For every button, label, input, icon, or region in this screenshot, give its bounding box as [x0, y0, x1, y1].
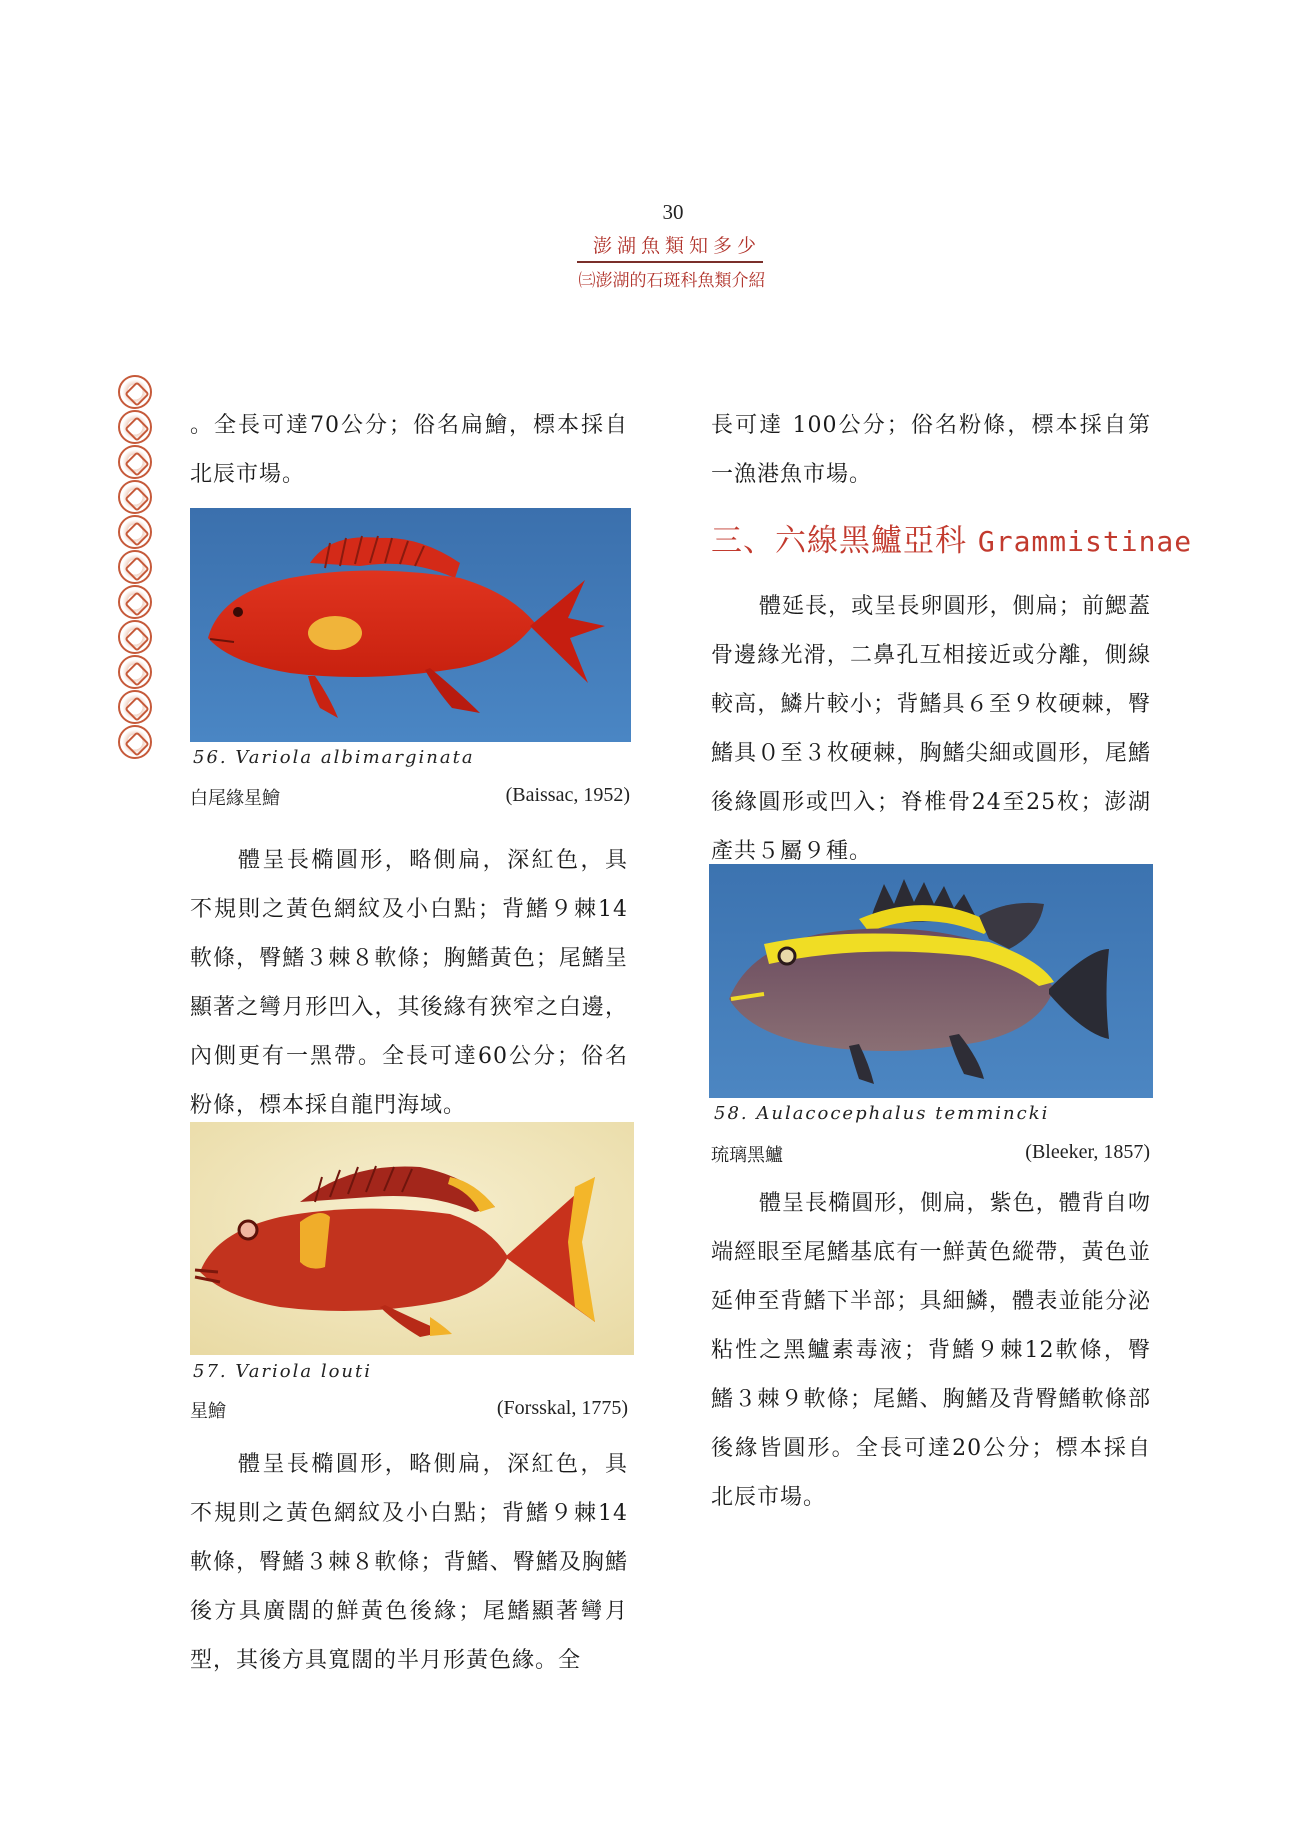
section-heading-latin: Grammistinae	[977, 525, 1193, 558]
seal-ornament-icon	[118, 585, 152, 619]
right-intro	[711, 401, 1151, 499]
seal-ornament-icon	[118, 550, 152, 584]
left-intro	[190, 401, 628, 499]
left-intro-paragraph: 。全長可達70公分；俗名扁鱠，標本採自北辰市場。	[190, 413, 628, 487]
seal-ornament-icon	[118, 515, 152, 549]
seal-ornament-icon	[118, 480, 152, 514]
chapter-title: ㈢澎湖的石斑科魚類介紹	[578, 271, 766, 291]
section-heading-cn: 三、六線黑鱸亞科	[711, 523, 967, 559]
seal-ornament-icon	[118, 410, 152, 444]
seal-ornament-icon	[118, 690, 152, 724]
section-description: 體延長，或呈長卵圓形，側扁；前鰓蓋骨邊緣光滑，二鼻孔互相接近或分離，側線較高，鱗片較小；背鰭具６至９枚硬棘，臀鰭具０至３枚硬棘，胸鰭尖細或圓形，尾鰭後緣圓形或凹入；脊椎骨24至25枚；澎湖產共５屬９種。	[711, 594, 1151, 864]
right-para58-block	[711, 1179, 1151, 1522]
fig57-scientific-name: 57. Variola louti	[193, 1361, 373, 1382]
left-para57-block	[190, 1440, 628, 1685]
right-intro-paragraph: 長可達 100公分；俗名粉條，標本採自第一漁港魚市場。	[711, 413, 1151, 487]
seal-ornament-icon	[118, 620, 152, 654]
fig58-chinese-name: 琉璃黑鱸	[711, 1145, 783, 1166]
seal-ornament-icon	[118, 655, 152, 689]
seal-ornament-icon	[118, 375, 152, 409]
book-title: 澎湖魚類知多少	[592, 235, 761, 257]
fish-photo-58	[709, 864, 1153, 1098]
fish-photo-56	[190, 508, 631, 742]
fig56-scientific-name: 56. Variola albimarginata	[193, 747, 475, 768]
fig56-author: (Baissac, 1952)	[505, 784, 630, 806]
header-divider	[577, 261, 763, 263]
page-number: 30	[662, 200, 684, 224]
seal-ornament-icon	[118, 445, 152, 479]
fig58-description: 體呈長橢圓形，側扁，紫色，體背自吻端經眼至尾鰭基底有一鮮黃色縱帶，黃色並延伸至背鰭下半部；具細鱗，體表並能分泌粘性之黑鱸素毒液；背鰭９棘12軟條，臀鰭３棘９軟條；尾鰭、胸鰭及背臀鰭軟條部後緣皆圓形。全長可達20公分；標本採自北辰市場。	[711, 1191, 1151, 1510]
seal-ornament-icon	[118, 725, 152, 759]
fig56-chinese-name: 白尾緣星鱠	[190, 788, 280, 809]
fish-photo-57	[190, 1122, 634, 1355]
fig58-author: (Bleeker, 1857)	[1025, 1141, 1150, 1163]
fig57-author: (Forsskal, 1775)	[496, 1397, 628, 1419]
section-heading	[711, 515, 1192, 560]
fig57-chinese-name: 星鱠	[190, 1401, 226, 1422]
fig57-description: 體呈長橢圓形，略側扁，深紅色，具不規則之黃色網紋及小白點；背鰭９棘14軟條，臀鰭３棘８軟條；背鰭、臀鰭及胸鰭後方具廣闊的鮮黃色後緣；尾鰭顯著彎月型，其後方具寬闊的半月形黃色緣。全	[190, 1452, 628, 1673]
left-para56-block	[190, 836, 628, 1130]
fig58-scientific-name: 58. Aulacocephalus temmincki	[714, 1103, 1050, 1124]
section-paragraph-block	[711, 582, 1151, 876]
decorative-seal-border	[114, 375, 156, 760]
fig56-description: 體呈長橢圓形，略側扁，深紅色，具不規則之黃色網紋及小白點；背鰭９棘14軟條，臀鰭３棘８軟條；胸鰭黃色；尾鰭呈顯著之彎月形凹入，其後緣有狹窄之白邊，內側更有一黑帶。全長可達60公分；俗名粉條，標本採自龍門海域。	[190, 848, 628, 1118]
